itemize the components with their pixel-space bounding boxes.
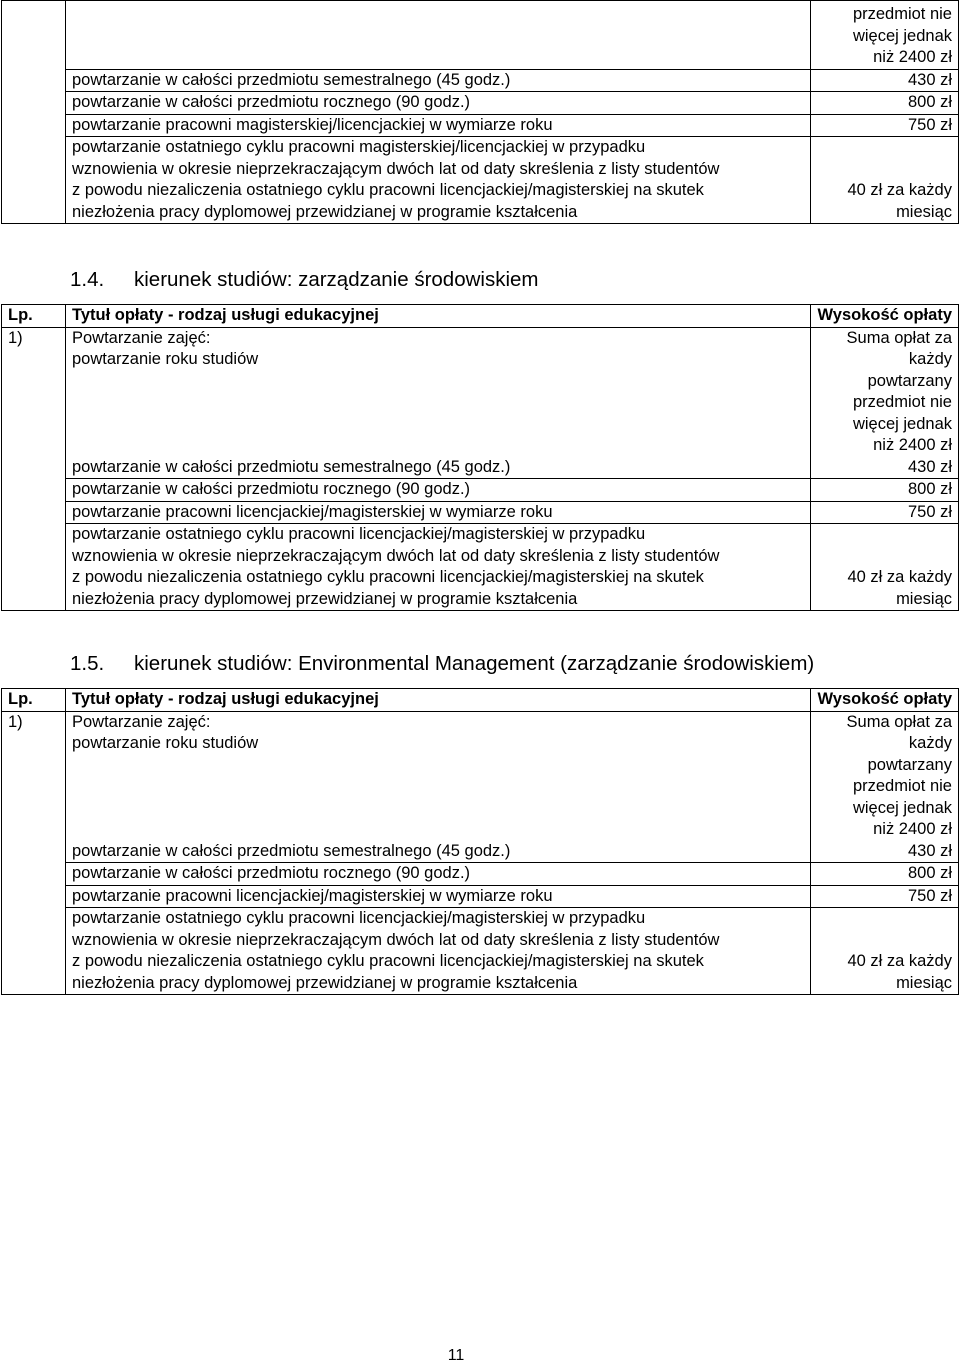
table-row [2,92,959,115]
header-amount: Wysokość opłaty [811,305,959,328]
table-row [2,479,959,502]
title-cell: powtarzanie pracowni licencjackiej/magisterskiej w wymiarze roku [66,501,811,524]
amount-cell: 40 zł za każdy miesiąc [811,524,959,611]
amount-cell: Suma opłat za każdy powtarzany przedmiot nie więcej jednak niż 2400 zł [811,327,959,457]
title-cell: powtarzanie pracowni magisterskiej/licencjackiej w wymiarze roku [66,114,811,137]
section-title: kierunek studiów: zarządzanie środowiskiem [134,268,539,291]
table-row [2,524,959,611]
lp-cell: 1) [2,327,66,611]
lp-cell: 1) [2,711,66,995]
table-header-row [2,689,959,712]
title-cell: powtarzanie w całości przedmiotu rocznego (90 godz.) [66,92,811,115]
section-title: kierunek studiów: Environmental Management (zarządzanie środowiskiem) [134,652,815,675]
section-number: 1.4. [70,268,105,291]
title-cell [66,1,811,70]
amount-cell: 430 zł [811,457,959,479]
amount-cell: 800 zł [811,863,959,886]
title-cell: powtarzanie w całości przedmiotu rocznego (90 godz.) [66,863,811,886]
section-number: 1.5. [70,652,105,675]
sub-title: powtarzanie roku studiów [72,734,259,752]
section-heading [70,652,814,676]
amount-cell: Suma opłat za każdy powtarzany przedmiot nie więcej jednak niż 2400 zł [811,711,959,841]
fee-table-1-4 [1,304,959,611]
table-row [2,841,959,863]
title-cell: powtarzanie ostatniego cyklu pracowni licencjackiej/magisterskiej w przypadku wznowienia w okresie nieprzekraczającym dwóch lat od daty skreślenia z listy studentów z powodu niezaliczenia ostatniego cyklu pracowni licencjackiej/magisterskiej na skutek niezłożenia pracy dyplomowej przewidzianej w programie kształcenia [66,524,811,611]
amount-cell: 800 zł [811,479,959,502]
amount-cell: 750 zł [811,114,959,137]
table-row [2,137,959,224]
title-cell: powtarzanie w całości przedmiotu semestralnego (45 godz.) [66,841,811,863]
table-row [2,711,959,841]
sub-title: powtarzanie roku studiów [72,350,259,368]
title-cell [66,711,811,841]
table-row [2,114,959,137]
amount-cell: 430 zł [811,69,959,92]
amount-cell: 430 zł [811,841,959,863]
title-cell: powtarzanie w całości przedmiotu rocznego (90 godz.) [66,479,811,502]
section-heading [70,268,539,292]
amount-cell: 750 zł [811,501,959,524]
table-row [2,501,959,524]
title-cell: powtarzanie pracowni licencjackiej/magisterskiej w wymiarze roku [66,885,811,908]
amount-cell: 750 zł [811,885,959,908]
table-row [2,457,959,479]
header-lp: Lp. [2,305,66,328]
table-header-row [2,305,959,328]
table-row [2,885,959,908]
amount-cell: 800 zł [811,92,959,115]
header-lp: Lp. [2,689,66,712]
group-title: Powtarzanie zajęć: [72,328,211,347]
header-title: Tytuł opłaty - rodzaj usługi edukacyjnej [66,689,811,712]
title-cell: powtarzanie w całości przedmiotu semestralnego (45 godz.) [66,69,811,92]
title-cell: powtarzanie w całości przedmiotu semestralnego (45 godz.) [66,457,811,479]
group-title: Powtarzanie zajęć: [72,712,211,731]
table-row [2,69,959,92]
header-amount: Wysokość opłaty [811,689,959,712]
lp-cell [2,1,66,224]
table-row [2,327,959,457]
title-cell: powtarzanie ostatniego cyklu pracowni licencjackiej/magisterskiej w przypadku wznowienia w okresie nieprzekraczającym dwóch lat od daty skreślenia z listy studentów z powodu niezaliczenia ostatniego cyklu pracowni licencjackiej/magisterskiej na skutek niezłożenia pracy dyplomowej przewidzianej w programie kształcenia [66,908,811,995]
title-cell [66,327,811,457]
fee-table-1-5 [1,688,959,995]
table-row [2,908,959,995]
table-row [2,863,959,886]
amount-cell: przedmiot nie więcej jednak niż 2400 zł [811,1,959,70]
title-cell: powtarzanie ostatniego cyklu pracowni magisterskiej/licencjackiej w przypadku wznowienia w okresie nieprzekraczającym dwóch lat od daty skreślenia z listy studentów z powodu niezaliczenia ostatniego cyklu pracowni licencjackiej/magisterskiej na skutek niezłożenia pracy dyplomowej przewidzianej w programie kształcenia [66,137,811,224]
amount-cell: 40 zł za każdy miesiąc [811,137,959,224]
table-row [2,1,959,70]
amount-cell: 40 zł za każdy miesiąc [811,908,959,995]
header-title: Tytuł opłaty - rodzaj usługi edukacyjnej [66,305,811,328]
top-fee-table [1,0,959,224]
page-number: 11 [447,1347,465,1364]
